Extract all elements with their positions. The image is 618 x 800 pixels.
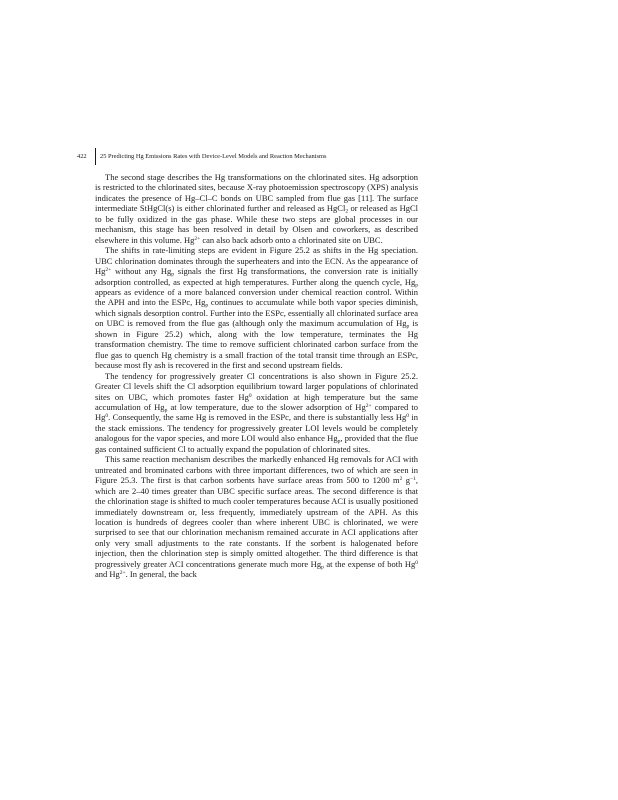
paragraph-3-subscript: p (164, 407, 168, 414)
paragraph-4-text: and Hg (95, 569, 120, 580)
paragraph-3 (95, 371, 418, 455)
header-divider (95, 148, 96, 165)
paragraph-3-text: . Consequently, the same Hg is removed in the ESPc, and there is substantially less Hg (108, 412, 407, 423)
paragraph-3-subscript: p (337, 438, 341, 445)
paragraph-3-text: compared to Hg (95, 401, 418, 423)
paragraph-2-subscript: p (205, 302, 209, 309)
paragraph-1-text: or released as HgCl to be fully oxidized in the gas phase. While these two steps are global processes in our mechanism, this stage has been resolved in detail by Olsen and coworkers, as described elsewhere in this volume. Hg (95, 203, 418, 245)
paragraph-3-supscript: 0 (248, 392, 252, 399)
paragraph-4-text: This same reaction mechanism describes the markedly enhanced Hg removals for ACI with untreated and brominated carbons with three important differences, two of which are seen in Figure 25.3. The first is that carbon sorbents have surface areas from 500 to 1200 m (95, 454, 418, 486)
paragraph-4-supscript: 2 (399, 476, 403, 483)
paragraph-3-text: in the stack emissions. The tendency for progressively greater LOI levels would be completely analogous for the vapor species, and more LOI would also enhance Hg (95, 412, 418, 444)
paragraph-2-text: signals the first Hg transformations, the conversion rate is initially adsorption controlled, as expected at high temperatures. Further along the quench cycle, Hg (95, 266, 418, 287)
paragraph-2-text: The shifts in rate-limiting steps are evident in Figure 25.2 as shifts in the Hg speciation. UBC chlorination dominates through the superheaters and into the ECN. As the appearance of Hg (95, 245, 418, 277)
paragraph-3-supscript: 2+ (365, 402, 372, 409)
paragraph-2-subscript: p (415, 282, 418, 289)
paragraph-2-text: without any Hg (111, 266, 172, 277)
paragraph-4 (95, 454, 418, 579)
paragraph-3-text: The tendency for progressively greater Cl concentrations is also shown in Figure 25.2. Greater Cl levels shift the Cl adsorption equilibrium toward larger populations of chlorinated sites on UBC, which promotes faster Hg (95, 370, 418, 402)
paragraph-4-supscript: 0 (415, 559, 418, 566)
paragraph-4-supscript: 2+ (119, 570, 126, 577)
paragraph-1-text: can also back adsorb onto a chlorinated site on UBC. (200, 234, 383, 245)
paragraph-2-text: continues to accumulate while both vapor species diminish, which signals desorption control. Further into the ESPc, essentially all chlorinated surface area on UBC is removed from the flue gas (although only the maximum accumulation of Hg (95, 297, 418, 329)
paragraph-2-supscript: 2+ (105, 267, 112, 274)
paragraph-3-supscript: 0 (406, 413, 410, 420)
paragraph-2 (95, 245, 418, 370)
paragraph-1 (95, 172, 418, 245)
paragraph-1-supscript: 2+ (194, 235, 201, 242)
paragraph-2-subscript: p (171, 271, 175, 278)
paragraph-3-supscript: 0 (105, 413, 109, 420)
paragraph-1-text: The second stage describes the Hg transformations on the chlorinated sites. Hg adsorption is restricted to the chlorinated sites, because X-ray photoemission spectroscopy (XPS) analysis indicates the presence of Hg–Cl–C bonds on UBC sampled from flue gas [11]. The surface intermediate StHgCl(s) is either chlorinated further and released as HgCl (95, 172, 418, 214)
paragraph-2-text: is shown in Figure 25.2) which, along with the low temperature, terminates the Hg transformation chemistry. The time to remove sufficient chlorinated carbon surface from the flue gas to quench Hg chemistry is a small fraction of the total transit time through an ESPc, because most fly ash is recovered in the first and second upstream fields. (95, 318, 418, 371)
body-text (95, 172, 418, 580)
paragraph-4-text: . In general, the back (125, 569, 197, 580)
page-number: 422 (77, 153, 87, 160)
paragraph-2-text: appears as evidence of a more balanced conversion under chemical reaction control. Within the APH and into the ESPc, Hg (95, 286, 418, 308)
paragraph-4-text: g (402, 475, 411, 486)
paragraph-1-subscript: 2 (345, 208, 349, 215)
running-title: 25 Predicting Hg Emissions Rates with Device-Level Models and Reaction Mechanisms (100, 153, 327, 160)
running-header (77, 150, 537, 164)
paragraph-4-subscript: p (321, 564, 324, 571)
paragraph-3-text: at low temperature, due to the slower adsorption of Hg (167, 401, 366, 412)
paragraph-3-text: oxidation at high temperature but the same accumulation of Hg (95, 391, 418, 412)
paragraph-2-subscript: p (406, 323, 410, 330)
paragraph-4-supscript: −1 (410, 476, 416, 483)
paragraph-4-text: , which are 2–40 times greater than UBC specific surface areas. The second difference is that the chlorination stage is shifted to much cooler temperatures because ACI is usually positioned immediately downstream or, less frequently, immediately upstream of the APH. As this location is hundreds of degrees cooler than where inherent UBC is chlorinated, we were surprised to see that our chlorination mechanism remained accurate in ACI applications after only very small adjustments to the rate constants. If the sorbent is halogenated before injection, then the chlorination step is simply omitted altogether. The third difference is that progressively greater ACI concentrations generate much more Hg (95, 475, 418, 569)
paragraph-4-text: at the expense of both Hg (323, 558, 416, 569)
paragraph-3-text: , provided that the flue gas contained sufficient Cl to actually expand the population of chlorinated sites. (95, 433, 419, 454)
